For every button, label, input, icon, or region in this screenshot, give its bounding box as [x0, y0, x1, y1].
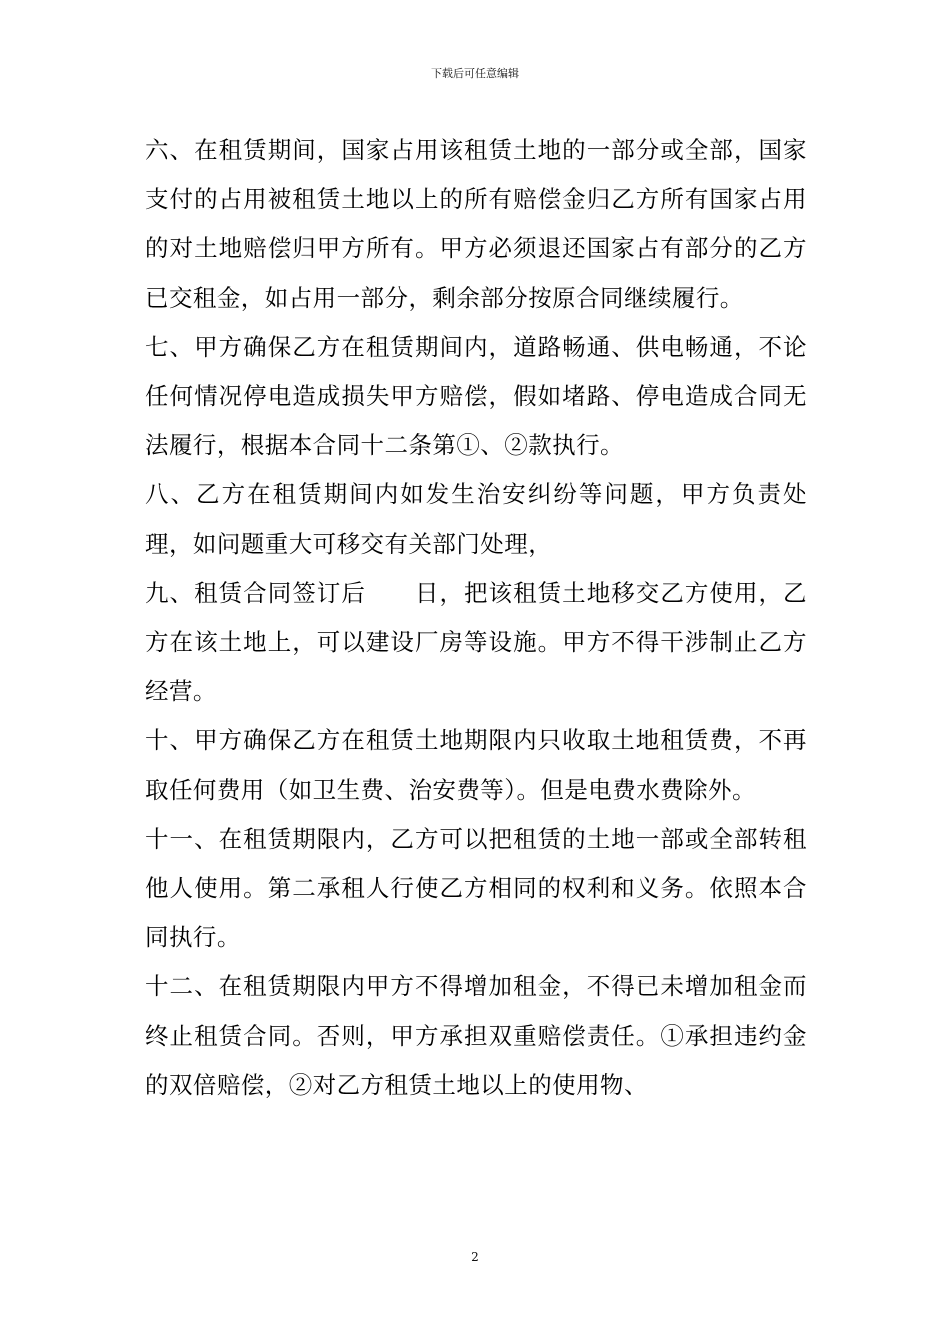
- document-body: [145, 126, 807, 1110]
- clause-7: 七、甲方确保乙方在租赁期间内，道路畅通、供电畅通，不论任何情况停电造成损失甲方赔偿，假如堵路、停电造成合同无法履行，根据本合同十二条第①、②款执行。: [145, 332, 807, 460]
- clause-9: 九、租赁合同签订后 日，把该租赁土地移交乙方使用，乙方在该土地上，可以建设厂房等设施。甲方不得干涉制止乙方经营。: [145, 578, 807, 706]
- clause-8: 八、乙方在租赁期间内如发生治安纠纷等问题，甲方负责处理，如问题重大可移交有关部门处理，: [145, 480, 807, 558]
- clause-11: 十一、在租赁期限内，乙方可以把租赁的土地一部或全部转租他人使用。第二承租人行使乙方相同的权利和义务。依照本合同执行。: [145, 824, 807, 952]
- page-number: 2: [471, 1250, 479, 1264]
- clause-6: 六、在租赁期间，国家占用该租赁土地的一部分或全部，国家支付的占用被租赁土地以上的所有赔偿金归乙方所有国家占用的对土地赔偿归甲方所有。甲方必须退还国家占有部分的乙方已交租金，如占用一部分，剩余部分按原合同继续履行。: [145, 136, 807, 312]
- clause-10: 十、甲方确保乙方在租赁土地期限内只收取土地租赁费，不再取任何费用（如卫生费、治安费等）。但是电费水费除外。: [145, 726, 807, 804]
- clause-12: 十二、在租赁期限内甲方不得增加租金，不得已未增加租金而终止租赁合同。否则，甲方承担双重赔偿责任。①承担违约金的双倍赔偿，②对乙方租赁土地以上的使用物、: [145, 972, 807, 1099]
- page-header: 下载后可任意编辑: [431, 67, 519, 80]
